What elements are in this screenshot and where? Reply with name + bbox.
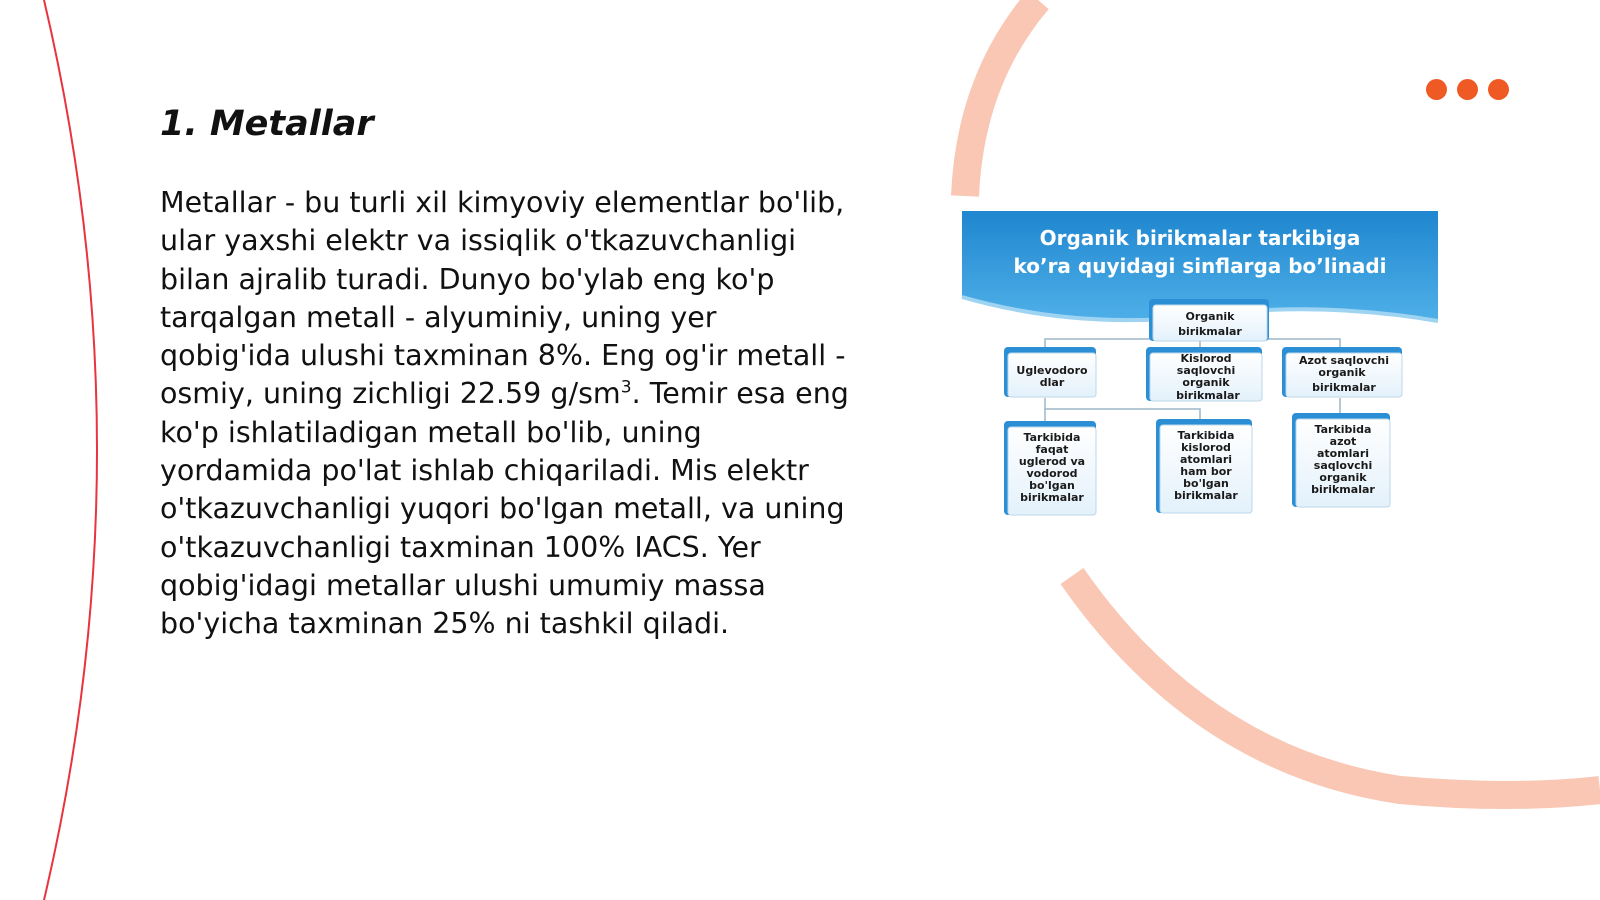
slide-title: 1. Metallar [160, 104, 374, 144]
category-3-line-2: organik [1318, 366, 1366, 379]
category-2-line-1: Kislorod [1180, 352, 1232, 365]
detail-3-line-2: azot [1329, 435, 1357, 448]
detail-3-line-6: birikmalar [1311, 483, 1375, 496]
detail-1-line-1: Tarkibida [1023, 431, 1081, 444]
decorative-dots [1426, 79, 1509, 100]
body-text-part-2: . Temir esa eng ko'p ishlatiladigan metall bo'lib, uning yordamida po'lat ishlab chiqariladi. Mis elektr o'tkazuvchanligi yuqori bo'lgan metall, va uning o'tkazuvchanligi taxminan 100% IACS. Yer qobig'idagi metallar ulushi umumiy massa bo'yicha taxminan 25% ni tashkil qiladi. [160, 377, 849, 641]
ring-arc-bottom [1072, 576, 1600, 795]
detail-3-line-5: organik [1319, 471, 1367, 484]
category-2-line-3: organik [1182, 376, 1230, 389]
category-2-line-4: birikmalar [1176, 389, 1240, 402]
category-3-line-3: birikmalar [1312, 381, 1376, 394]
node-category-3 [1282, 347, 1402, 397]
detail-1-line-2: faqat [1035, 443, 1069, 456]
body-superscript: 3 [620, 377, 632, 398]
banner-line-1: Organik birikmalar tarkibiga [1039, 226, 1361, 250]
dot-icon [1426, 79, 1447, 100]
detail-1-line-5: bo'lgan [1029, 479, 1075, 492]
detail-2-line-1: Tarkibida [1177, 429, 1235, 442]
detail-2-line-6: birikmalar [1174, 489, 1238, 502]
diagram-svg [960, 211, 1440, 521]
ring-arc-top [965, 0, 1038, 196]
body-text-part-1: Metallar - bu turli xil kimyoviy elementlar bo'lib, ular yaxshi elektr va issiqlik o'tkazuvchanligi bilan ajralib turadi. Dunyo bo'ylab eng ko'p tarqalgan metall - alyuminiy, uning yer qobig'ida ulushi taxminan 8%. Eng og'ir metall - osmiy, uning zichligi 22.59 g/sm [160, 186, 846, 411]
detail-1-line-3: uglerod va [1018, 455, 1086, 468]
node-detail-1 [1004, 421, 1096, 515]
detail-3-line-1: Tarkibida [1314, 423, 1372, 436]
slide-body-text [160, 184, 850, 644]
category-2-line-2: saqlovchi [1176, 364, 1236, 377]
dot-icon [1457, 79, 1478, 100]
category-3-line-1: Azot saqlovchi [1298, 354, 1390, 367]
node-category-2 [1146, 347, 1262, 402]
root-line-1: Organik [1185, 310, 1235, 323]
node-detail-2 [1156, 419, 1252, 513]
banner-line-2: ko’ra quyidagi sinflarga bo’linadi [1013, 254, 1387, 278]
root-line-2: birikmalar [1178, 325, 1242, 338]
category-1-line-1: Uglevodoro [1016, 364, 1088, 377]
detail-3-line-4: saqlovchi [1313, 459, 1373, 472]
detail-2-line-3: atomlari [1179, 453, 1233, 466]
detail-2-line-5: bo'lgan [1183, 477, 1229, 490]
node-root [1149, 299, 1269, 341]
category-1-line-2: dlar [1039, 376, 1065, 389]
dot-icon [1488, 79, 1509, 100]
left-edge-curve [44, 0, 97, 900]
node-category-1 [1004, 347, 1096, 397]
node-detail-3 [1292, 413, 1390, 507]
detail-2-line-4: ham bor [1180, 465, 1232, 478]
detail-2-line-2: kislorod [1181, 441, 1231, 454]
detail-1-line-6: birikmalar [1020, 491, 1084, 504]
detail-3-line-3: atomlari [1316, 447, 1370, 460]
organic-compounds-diagram [960, 211, 1440, 521]
detail-1-line-4: vodorod [1026, 467, 1078, 480]
